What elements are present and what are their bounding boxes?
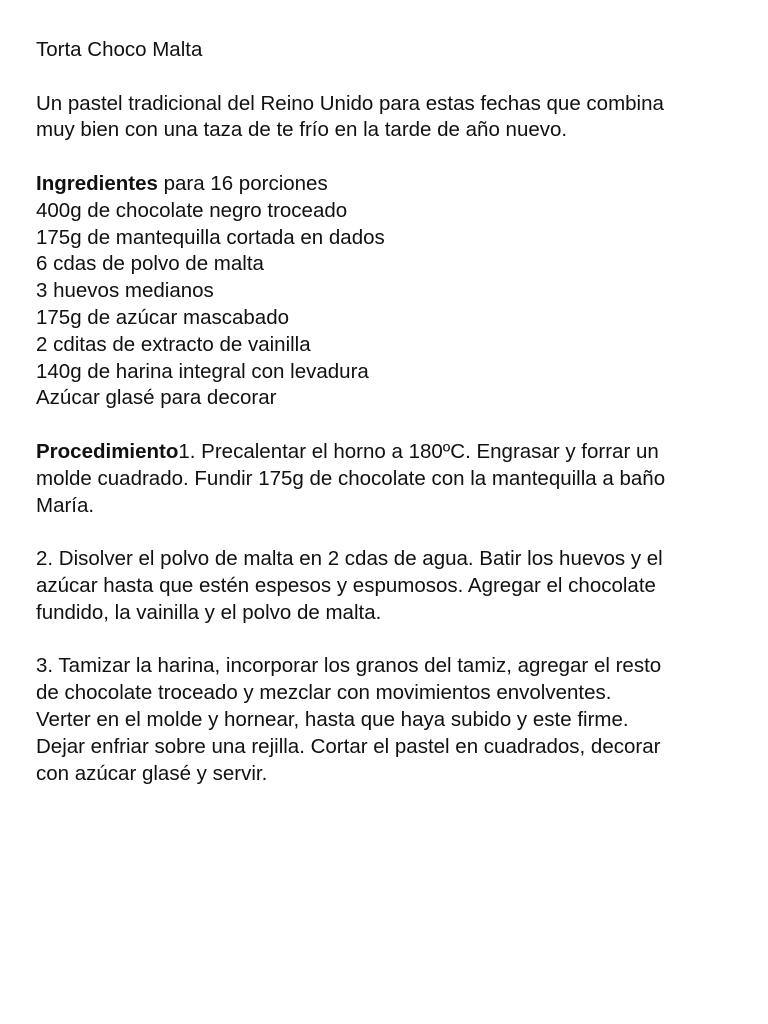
procedure-step-line: azúcar hasta que estén espesos y espumosos. Agregar el chocolate [36, 573, 656, 597]
procedure-step-2 [36, 546, 732, 626]
title-text: Torta Choco Malta [36, 38, 203, 61]
intro-line: Un pastel tradicional del Reino Unido para estas fechas que combina [36, 91, 664, 115]
ingredients-heading: Ingredientes [36, 171, 158, 195]
procedure-step-text: 1. Precalentar el horno a 180ºC. Engrasar y forrar un [178, 439, 659, 463]
procedure-step-3 [36, 653, 732, 787]
ingredients-section [36, 171, 732, 412]
procedure-step-line: con azúcar glasé y servir. [36, 761, 268, 785]
ingredient-item: 2 cditas de extracto de vainilla [36, 332, 311, 356]
procedure-step-1 [36, 439, 732, 519]
procedure-step-line: Dejar enfriar sobre una rejilla. Cortar el pastel en cuadrados, decorar [36, 734, 661, 758]
intro-line: muy bien con una taza de te frío en la tarde de año nuevo. [36, 118, 568, 142]
procedure-heading: Procedimiento [36, 439, 179, 463]
procedure-step-line: María. [36, 493, 95, 517]
ingredients-heading-suffix: para 16 porciones [157, 171, 328, 195]
ingredient-item: 175g de mantequilla cortada en dados [36, 225, 385, 249]
procedure-step-line: Verter en el molde y hornear, hasta que haya subido y este firme. [36, 707, 629, 731]
procedure-step-line: 2. Disolver el polvo de malta en 2 cdas de agua. Batir los huevos y el [36, 547, 663, 571]
procedure-step-line: molde cuadrado. Fundir 175g de chocolate con la mantequilla a baño [36, 466, 666, 490]
ingredient-item: 400g de chocolate negro troceado [36, 198, 348, 222]
procedure-step-line [36, 439, 732, 466]
procedure-step-line: 3. Tamizar la harina, incorporar los granos del tamiz, agregar el resto [36, 654, 662, 678]
ingredients-heading-line [36, 171, 732, 198]
procedure-step-line: fundido, la vainilla y el polvo de malta. [36, 600, 382, 624]
ingredient-item: 175g de azúcar mascabado [36, 305, 290, 329]
ingredient-item: 140g de harina integral con levadura [36, 359, 369, 383]
ingredient-item: 3 huevos medianos [36, 279, 214, 303]
intro-paragraph [36, 91, 732, 145]
document-title [36, 37, 732, 64]
procedure-step-line: de chocolate troceado y mezclar con movimientos envolventes. [36, 681, 612, 705]
ingredient-item: 6 cdas de polvo de malta [36, 252, 264, 276]
ingredient-item: Azúcar glasé para decorar [36, 386, 277, 410]
